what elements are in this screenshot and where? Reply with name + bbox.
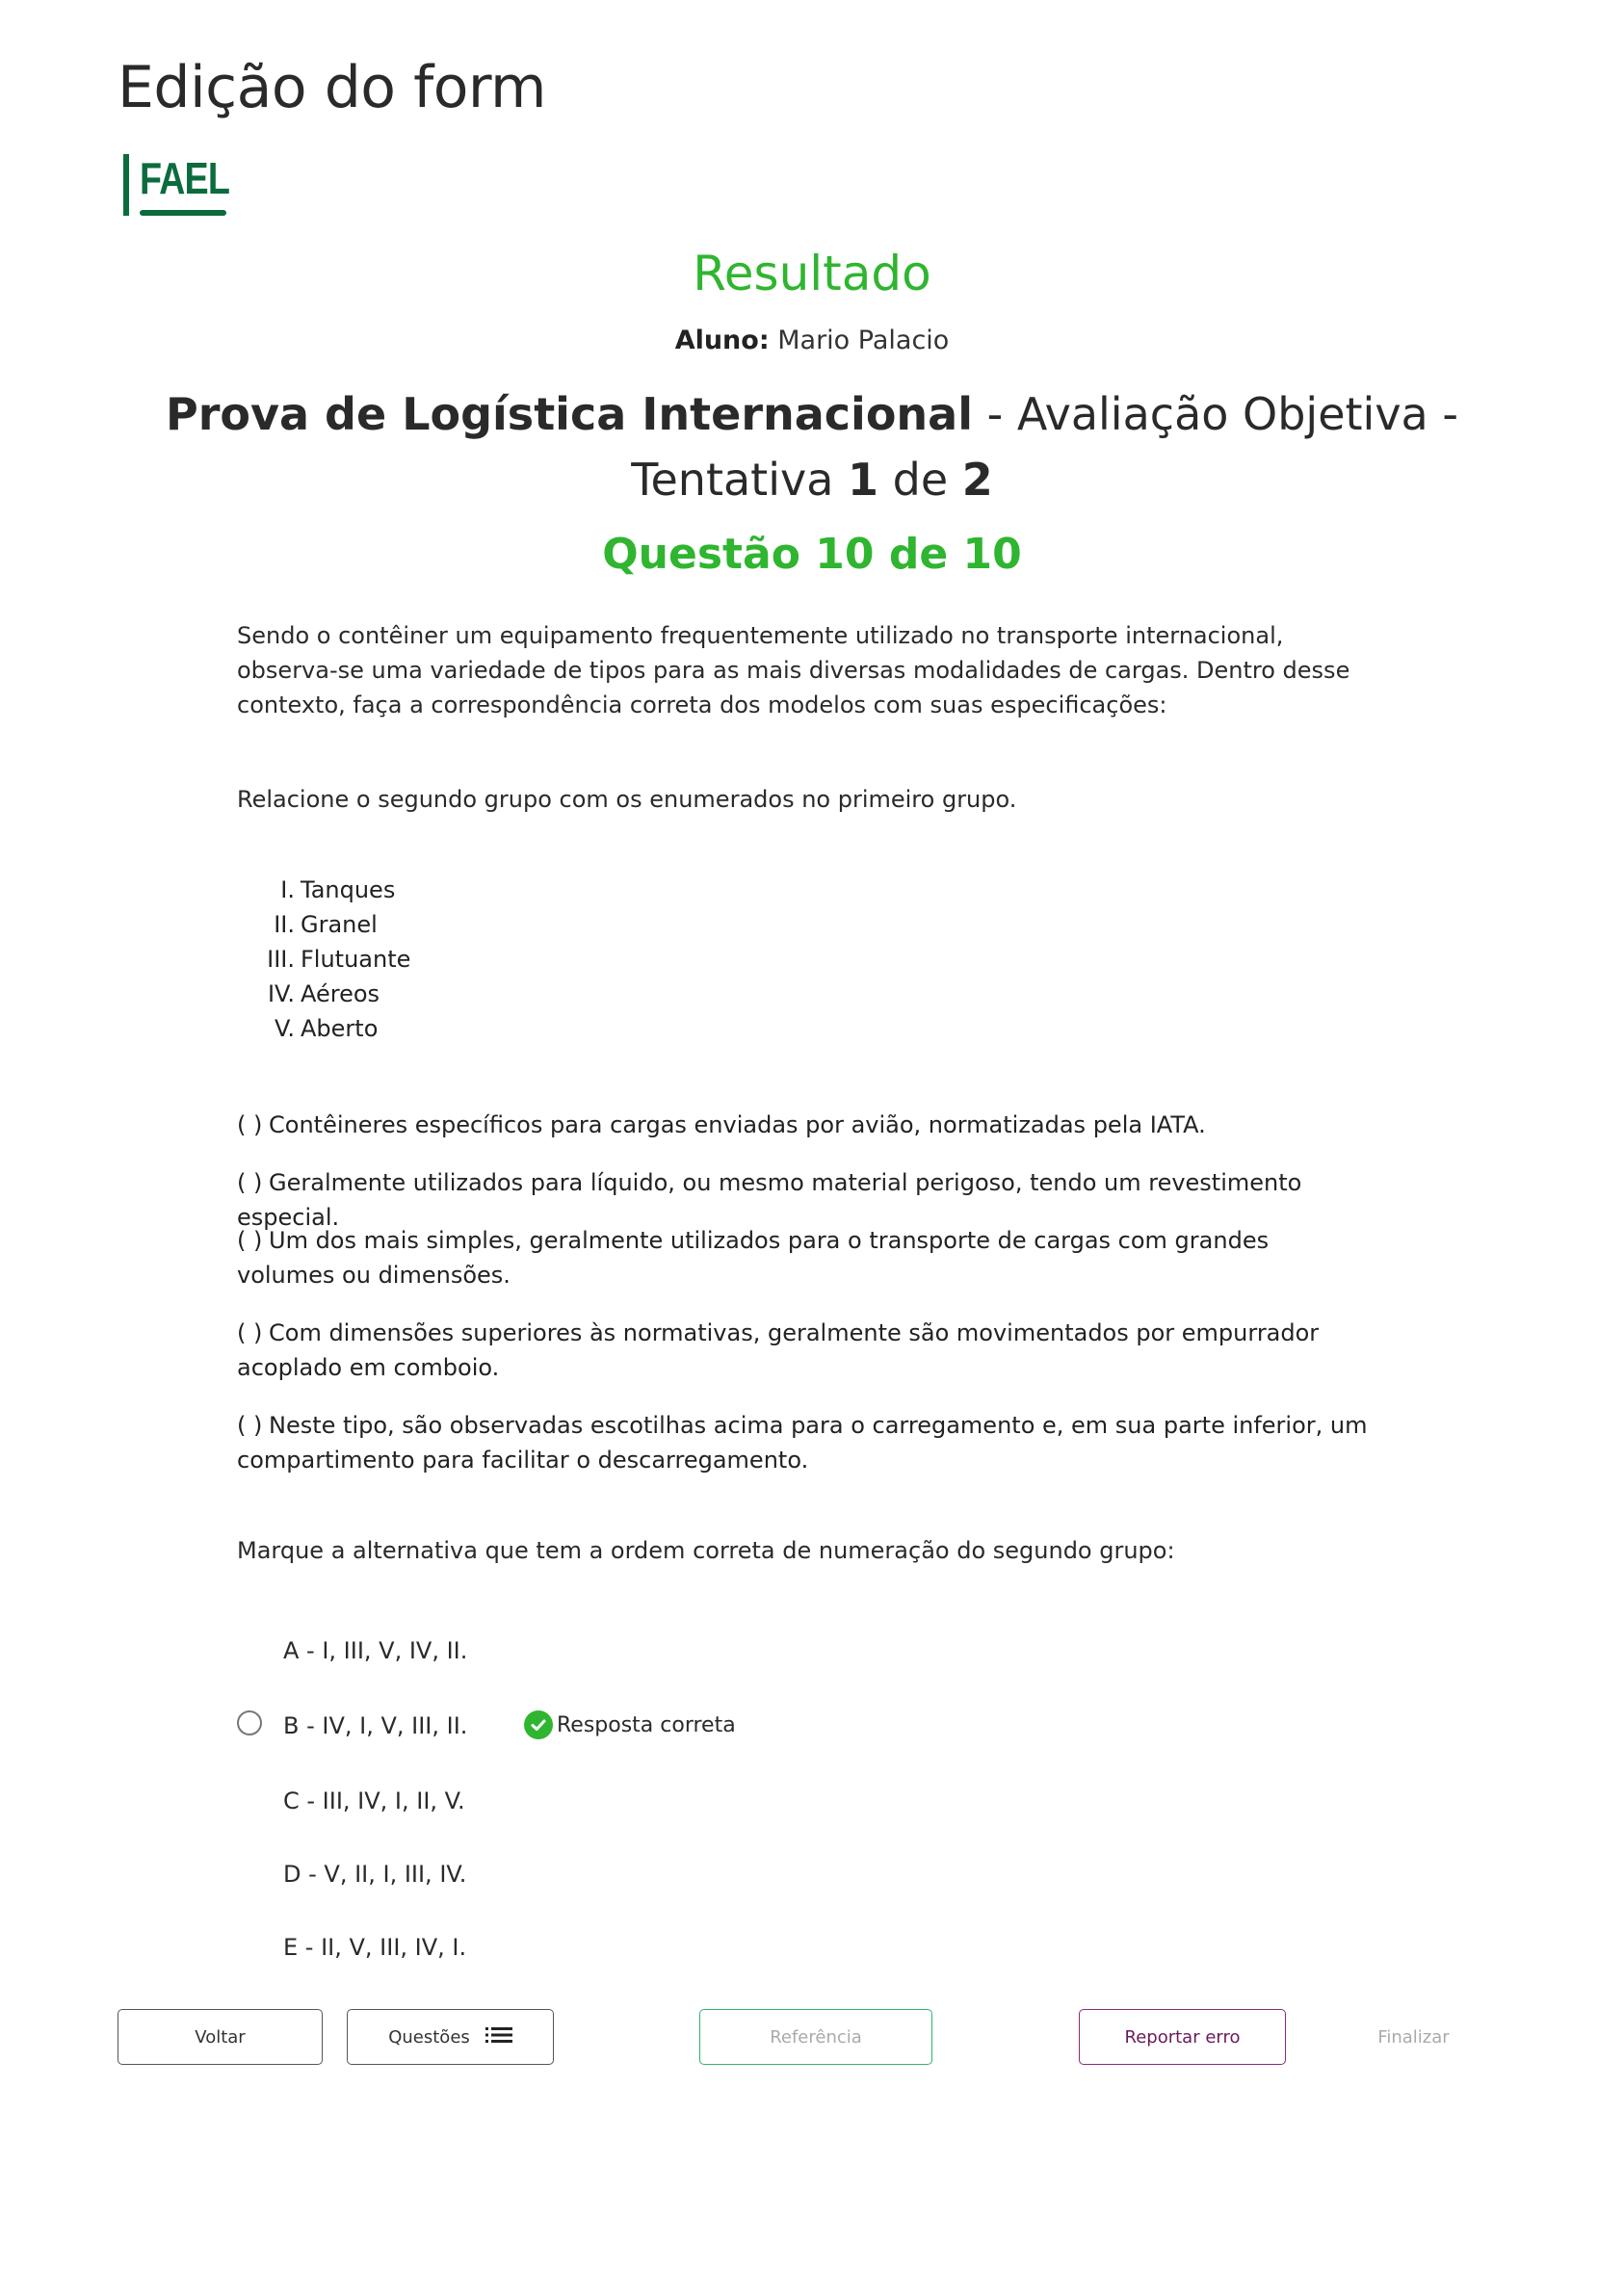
question-counter: Questão 10 de 10 [602, 530, 1022, 579]
list-item-text: Aberto [301, 1015, 379, 1042]
exam-title-rest: - Avaliação Objetiva - [973, 388, 1458, 440]
answer-option-d[interactable]: D - V, II, I, III, IV. [283, 1861, 467, 1888]
statement-item [237, 1223, 1374, 1292]
statement-item [237, 1108, 1374, 1142]
exam-attempt-line [0, 447, 1624, 512]
finish-button-label: Finalizar [1377, 2026, 1450, 2048]
statement-text: Um dos mais simples, geralmente utilizados para o transporte de cargas com grandes volumes ou dimensões. [237, 1227, 1270, 1289]
questions-button-label: Questões [388, 2026, 470, 2048]
list-item-number: IV. [267, 980, 295, 1007]
reference-button-label: Referência [770, 2026, 862, 2048]
attempt-total: 2 [961, 454, 993, 506]
report-error-button[interactable] [1079, 2009, 1286, 2065]
statement-text: Com dimensões superiores às normativas, geralmente são movimentados por empurrador acoplado em comboio. [237, 1319, 1320, 1381]
result-title: Resultado [693, 246, 931, 301]
statement-text: Neste tipo, são observadas escotilhas acima para o carregamento e, em sua parte inferior, um compartimento para facilitar o descarregamento. [237, 1412, 1368, 1474]
statement-blank: ( ) [237, 1227, 263, 1254]
student-name: Mario Palacio [777, 326, 950, 355]
exam-title-line-1 [0, 381, 1624, 447]
list-item [237, 873, 410, 907]
group-one-list [237, 873, 410, 1046]
list-item [237, 907, 410, 942]
page-header: Edição do form [118, 54, 546, 121]
list-item-text: Aéreos [301, 980, 380, 1007]
attempt-current: 1 [848, 454, 879, 506]
statement-blank: ( ) [237, 1111, 263, 1138]
attempt-mid: de [878, 454, 962, 506]
student-label: Aluno: [674, 326, 770, 355]
list-item-number: V. [275, 1015, 295, 1042]
list-item-text: Tanques [301, 876, 396, 903]
student-line [0, 326, 1624, 355]
attempt-prefix: Tentativa [631, 454, 849, 506]
list-item [237, 977, 410, 1011]
exam-title-bold: Prova de Logística Internacional [166, 388, 973, 440]
statement-item [237, 1408, 1374, 1477]
list-item-text: Flutuante [301, 946, 411, 973]
list-item-text: Granel [301, 911, 378, 938]
fael-logo [123, 152, 234, 222]
logo-bar [123, 154, 129, 216]
list-item-number: III. [267, 946, 295, 973]
reference-button[interactable] [699, 2009, 932, 2065]
answer-option-e[interactable]: E - II, V, III, IV, I. [283, 1934, 467, 1961]
answer-option-b[interactable]: B - IV, I, V, III, II. [283, 1712, 468, 1739]
answer-option-c[interactable]: C - III, IV, I, II, V. [283, 1787, 465, 1814]
statement-text: Contêineres específicos para cargas enviadas por avião, normatizadas pela IATA. [269, 1111, 1206, 1138]
correct-answer-label: Resposta correta [557, 1712, 736, 1737]
question-instruction: Marque a alternativa que tem a ordem correta de numeração do segundo grupo: [237, 1537, 1175, 1564]
back-button[interactable] [118, 2009, 323, 2065]
correct-answer-indicator [524, 1710, 736, 1739]
list-item [237, 942, 410, 977]
list-item-number: I. [280, 876, 295, 903]
question-relate: Relacione o segundo grupo com os enumerados no primeiro grupo. [237, 786, 1017, 813]
statement-blank: ( ) [237, 1412, 263, 1439]
exam-title [0, 381, 1624, 512]
statement-item [237, 1316, 1374, 1385]
finish-button[interactable] [1349, 2009, 1479, 2065]
list-item-number: II. [274, 911, 295, 938]
statement-text: Geralmente utilizados para líquido, ou mesmo material perigoso, tendo um revestimento especial. [237, 1169, 1302, 1231]
question-intro: Sendo o contêiner um equipamento frequentemente utilizado no transporte internacional, observa-se uma variedade de tipos para as mais diversas modalidades de cargas. Dentro desse contexto, faça a correspondência correta dos modelos com suas especificações: [237, 622, 1350, 718]
check-circle-icon [524, 1710, 553, 1739]
report-error-button-label: Reportar erro [1124, 2026, 1241, 2048]
statement-blank: ( ) [237, 1319, 263, 1346]
logo-underline [140, 210, 226, 216]
list-item [237, 1011, 410, 1046]
logo-text: FAEL [140, 153, 230, 203]
list-icon [485, 2025, 512, 2049]
statement-blank: ( ) [237, 1169, 263, 1196]
answer-option-a[interactable]: A - I, III, V, IV, II. [283, 1637, 468, 1664]
back-button-label: Voltar [195, 2026, 246, 2048]
radio-button[interactable] [237, 1710, 262, 1735]
questions-button[interactable] [347, 2009, 554, 2065]
